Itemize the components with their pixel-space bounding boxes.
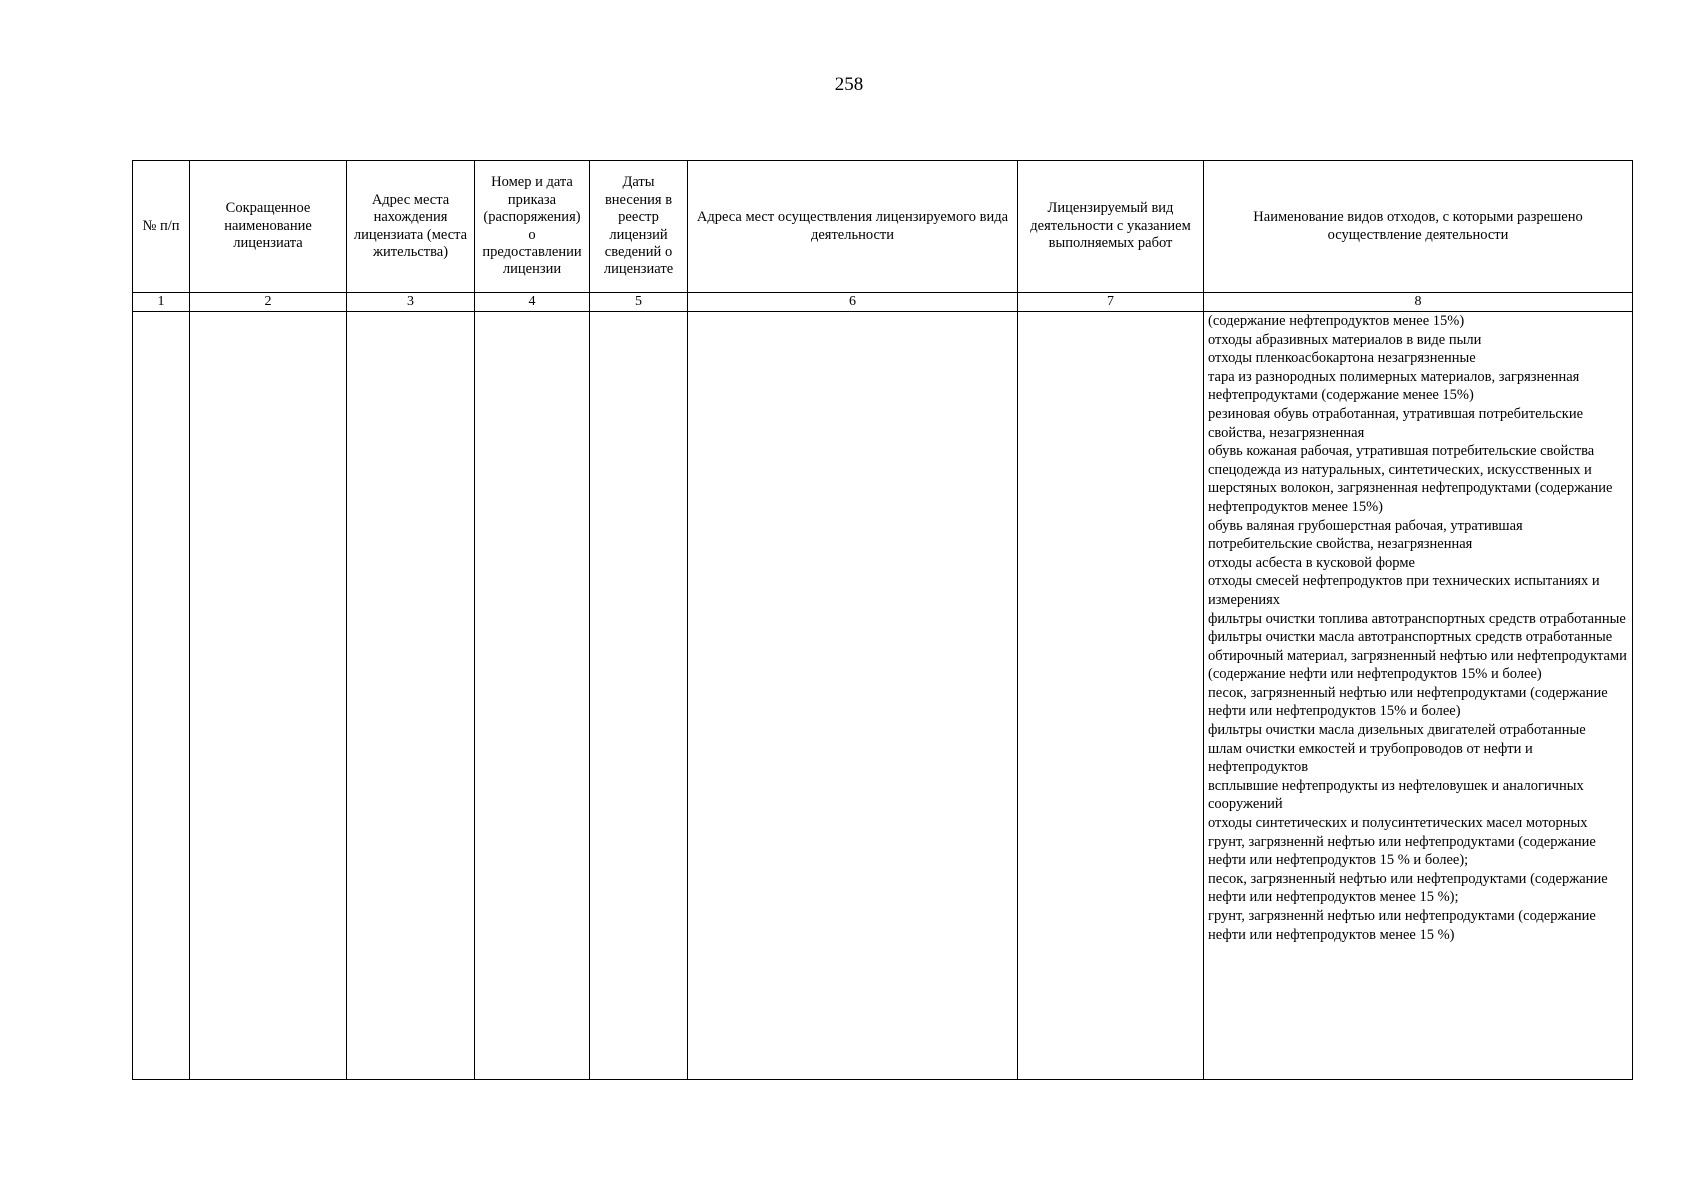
- column-number: 8: [1204, 293, 1633, 312]
- page-number: 258: [834, 74, 864, 95]
- header-order-number-date: Номер и дата приказа (распоряжения) о предоставлении лицензии: [475, 161, 590, 293]
- cell-registry-dates: [590, 312, 688, 1080]
- column-number: 7: [1018, 293, 1204, 312]
- waste-type-item: фильтры очистки масла автотранспортных средств отработанные: [1208, 629, 1613, 646]
- header-waste-types: Наименование видов отходов, с которыми разрешено осуществление деятельности: [1204, 161, 1633, 293]
- cell-number: [133, 312, 190, 1080]
- cell-activity-addresses: [688, 312, 1018, 1080]
- header-licensee-short-name: Сокращенное наименование лицензиата: [190, 161, 347, 293]
- waste-type-item: фильтры очистки топлива автотранспортных средств отработанные: [1208, 610, 1626, 627]
- waste-type-item: (содержание нефтепродуктов менее 15%): [1208, 313, 1465, 329]
- cell-licensed-activity: [1018, 312, 1204, 1080]
- column-number: 4: [475, 293, 590, 312]
- waste-type-item: отходы абразивных материалов в виде пыли: [1208, 331, 1482, 348]
- waste-type-item: песок, загрязненный нефтью или нефтепродуктами (содержание нефти или нефтепродуктов менее 15 %);: [1208, 870, 1608, 906]
- cell-licensee-short-name: [190, 312, 347, 1080]
- waste-type-item: резиновая обувь отработанная, утратившая потребительские свойства, незагрязненная: [1208, 405, 1584, 441]
- waste-type-item: шлам очистки емкостей и трубопроводов от нефти и нефтепродуктов: [1208, 740, 1533, 776]
- waste-type-item: грунт, загрязненнй нефтью или нефтепродуктами (содержание нефти или нефтепродуктов 15 % и более);: [1208, 833, 1596, 869]
- waste-type-item: всплывшие нефтепродукты из нефтеловушек и аналогичных сооружений: [1208, 777, 1584, 813]
- waste-type-item: отходы смесей нефтепродуктов при технических испытаниях и измерениях: [1208, 573, 1600, 608]
- header-number: № п/п: [133, 161, 190, 293]
- waste-type-item: обтирочный материал, загрязненный нефтью или нефтепродуктами (содержание нефти или нефтепродуктов 15% и более): [1208, 647, 1627, 683]
- waste-type-item: тара из разнородных полимерных материалов, загрязненная нефтепродуктами (содержание менее 15%): [1208, 368, 1580, 404]
- waste-type-item: обувь кожаная рабочая, утратившая потребительские свойства: [1208, 443, 1595, 460]
- column-number: 1: [133, 293, 190, 312]
- table-header-row: [133, 161, 1633, 293]
- column-number: 6: [688, 293, 1018, 312]
- table-row: [133, 312, 1633, 1080]
- header-registry-dates: Даты внесения в реестр лицензий сведений о лицензиате: [590, 161, 688, 293]
- waste-type-item: фильтры очистки масла дизельных двигателей отработанные: [1208, 722, 1586, 739]
- column-number-row: [133, 293, 1633, 312]
- column-number: 2: [190, 293, 347, 312]
- waste-type-item: отходы пленкоасбокартона незагрязненные: [1208, 350, 1476, 367]
- license-registry-table: [132, 160, 1633, 1080]
- waste-type-item: грунт, загрязненнй нефтью или нефтепродуктами (содержание нефти или нефтепродуктов менее 15 %): [1208, 908, 1596, 943]
- waste-type-item: отходы синтетических и полусинтетических масел моторных: [1208, 815, 1588, 832]
- cell-order-number-date: [475, 312, 590, 1080]
- cell-waste-types: [1204, 312, 1633, 1080]
- column-number: 5: [590, 293, 688, 312]
- header-licensed-activity: Лицензируемый вид деятельности с указанием выполняемых работ: [1018, 161, 1204, 293]
- header-activity-addresses: Адреса мест осуществления лицензируемого вида деятельности: [688, 161, 1018, 293]
- column-number: 3: [347, 293, 475, 312]
- waste-type-item: спецодежда из натуральных, синтетических, искусственных и шерстяных волокон, загрязненная нефтепродуктами (содержание нефтепродуктов менее 15%): [1208, 461, 1613, 515]
- waste-type-item: обувь валяная грубошерстная рабочая, утратившая потребительские свойства, незагрязненная: [1208, 517, 1523, 553]
- header-licensee-address: Адрес места нахождения лицензиата (места жительства): [347, 161, 475, 293]
- waste-type-item: песок, загрязненный нефтью или нефтепродуктами (содержание нефти или нефтепродуктов 15% и более): [1208, 684, 1608, 720]
- cell-licensee-address: [347, 312, 475, 1080]
- waste-type-item: отходы асбеста в кусковой форме: [1208, 554, 1415, 571]
